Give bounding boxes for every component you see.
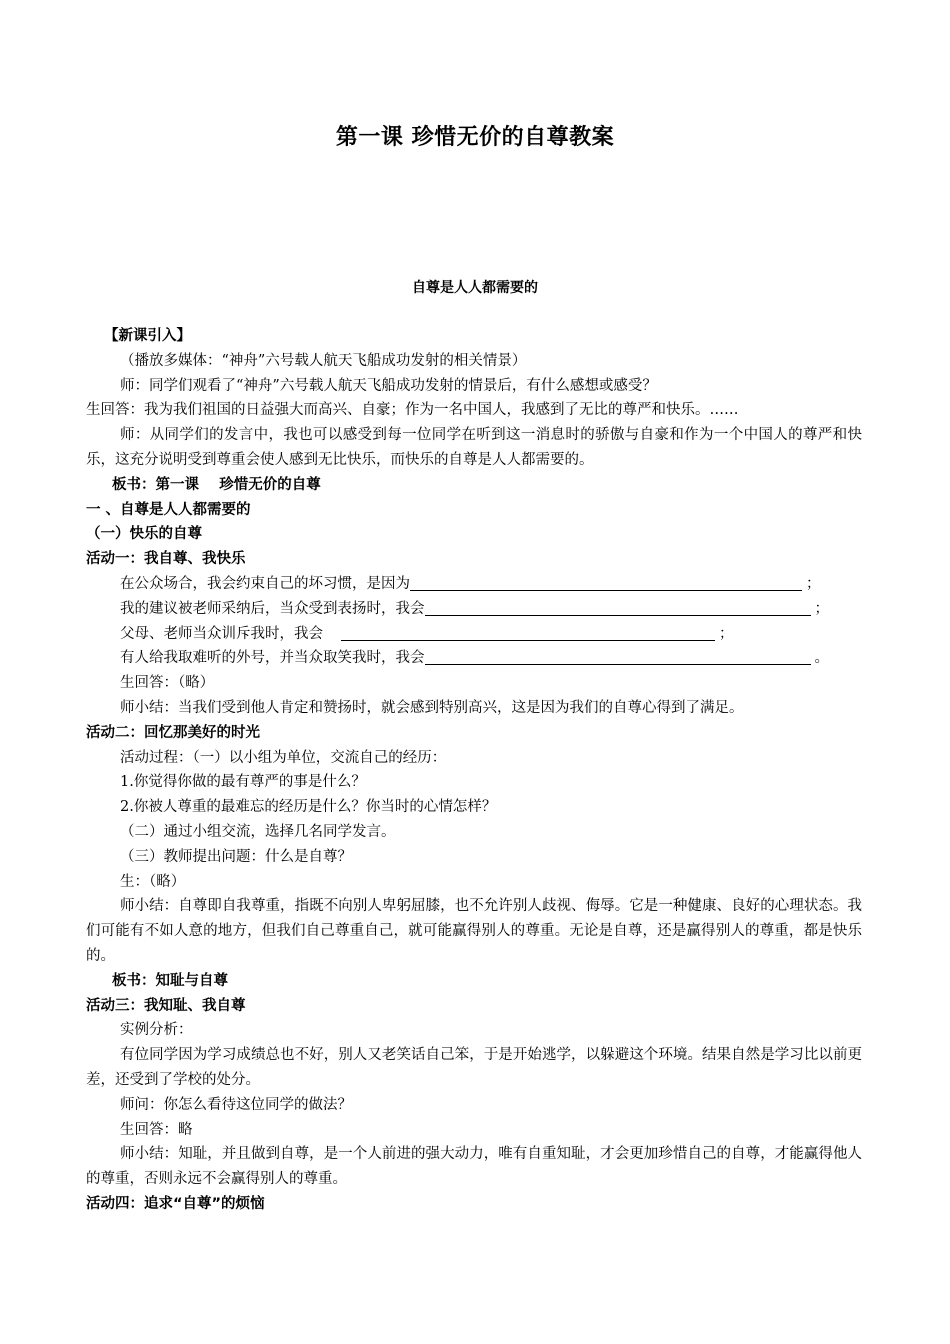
document-subtitle: 自尊是人人都需要的 (412, 280, 538, 296)
fill-blank-prompt: 我的建议被老师采纳后，当众受到表扬时，我会 (120, 600, 425, 617)
fill-blank-tail: ； (806, 575, 821, 592)
activity-1-heading: 活动一：我自尊、我快乐 (86, 551, 246, 568)
activity-3-heading: 活动三：我知耻、我自尊 (86, 997, 246, 1014)
fill-blank[interactable] (341, 624, 715, 641)
activity-1-summary: 师小结：当我们受到他人肯定和赞扬时，就会感到特别高兴，这是因为我们的自尊心得到了满足。 (120, 699, 744, 716)
board-note-2: 板书：知耻与自尊 (112, 972, 228, 989)
intro-teacher-summary: 师：从同学们的发言中，我也可以感受到每一位同学在听到这一消息时的骄傲与自豪和作为一个中国人的尊严和快乐，这充分说明受到尊重会使人感到无比快乐，而快乐的自尊是人人都需要的。 (86, 427, 862, 468)
activity-2-summary: 师小结：自尊即自我尊重，指既不向别人卑躬屈膝，也不允许别人歧视、侮辱。它是一种健康、良好的心理状态。我们可能有不如人意的地方，但我们自己尊重自己，就可能赢得别人的尊重。无论是自尊，还是赢得别人的尊重，都是快乐的。 (86, 898, 862, 964)
section-1-heading: 一 、自尊是人人都需要的 (86, 501, 251, 518)
fill-blank-prompt: 父母、老师当众训斥我时，我会 (120, 625, 323, 642)
activity-3-case-label: 实例分析： (120, 1022, 193, 1039)
document-body (86, 324, 862, 1217)
fill-blank[interactable] (425, 648, 811, 665)
fill-blank-tail: ； (719, 625, 734, 642)
activity-3-case: 有位同学因为学习成绩总也不好，别人又老笑话自己笨，于是开始逃学，以躲避这个环境。结果自然是学习比以前更差，还受到了学校的处分。 (86, 1047, 862, 1088)
intro-heading: 【新课引入】 (104, 328, 191, 344)
activity-2-process: 活动过程：（一）以小组为单位，交流自己的经历： (120, 749, 447, 766)
section-1-subheading: （一）快乐的自尊 (86, 526, 202, 543)
document-title: 第一课 珍惜无价的自尊教案 (335, 125, 615, 150)
activity-2-question-2: 2.你被人尊重的最难忘的经历是什么？你当时的心情怎样？ (120, 799, 497, 816)
fill-blank-tail: ； (814, 600, 829, 617)
intro-media: （播放多媒体：“神舟”六号载人航天飞船成功发射的相关情景） (120, 352, 527, 369)
activity-3-teacher-question: 师问：你怎么看待这位同学的做法？ (120, 1096, 352, 1113)
activity-3-summary: 师小结：知耻，并且做到自尊，是一个人前进的强大动力，唯有自重知耻，才会更加珍惜自己的自尊，才能赢得他人的尊重，否则永远不会赢得别人的尊重。 (86, 1146, 862, 1188)
fill-blank-prompt: 在公众场合，我会约束自己的坏习惯，是因为 (120, 575, 410, 592)
fill-blank-line-2 (86, 597, 862, 622)
activity-2-answer: 生：（略） (120, 873, 186, 890)
fill-blank-tail: 。 (814, 650, 829, 667)
activity-2-heading: 活动二：回忆那美好的时光 (86, 724, 260, 741)
fill-blank-line-4 (86, 646, 862, 671)
fill-blank-line-3 (86, 622, 862, 647)
activity-3-answer: 生回答：略 (120, 1121, 193, 1138)
activity-2-step-2: （二）通过小组交流，选择几名同学发言。 (120, 823, 396, 840)
board-note-1: 板书：第一课 珍惜无价的自尊 (112, 476, 321, 493)
activity-1-answer: 生回答：（略） (120, 675, 215, 692)
fill-blank-prompt: 有人给我取难听的外号，并当众取笑我时，我会 (120, 650, 425, 667)
activity-2-question-1: 1.你觉得你做的最有尊严的事是什么？ (120, 774, 366, 791)
fill-blank[interactable] (425, 599, 811, 616)
fill-blank-line-1 (86, 572, 862, 597)
intro-teacher-question: 师：同学们观看了“神舟”六号载人航天飞船成功发射的情景后，有什么感想或感受？ (120, 377, 657, 394)
intro-student-answer: 生回答：我为我们祖国的日益强大而高兴、自豪；作为一名中国人，我感到了无比的尊严和快乐。…… (86, 402, 739, 419)
activity-2-step-3: （三）教师提出问题：什么是自尊？ (120, 848, 352, 865)
activity-4-heading: 活动四：追求“自尊”的烦恼 (86, 1195, 265, 1212)
fill-blank[interactable] (410, 574, 802, 591)
